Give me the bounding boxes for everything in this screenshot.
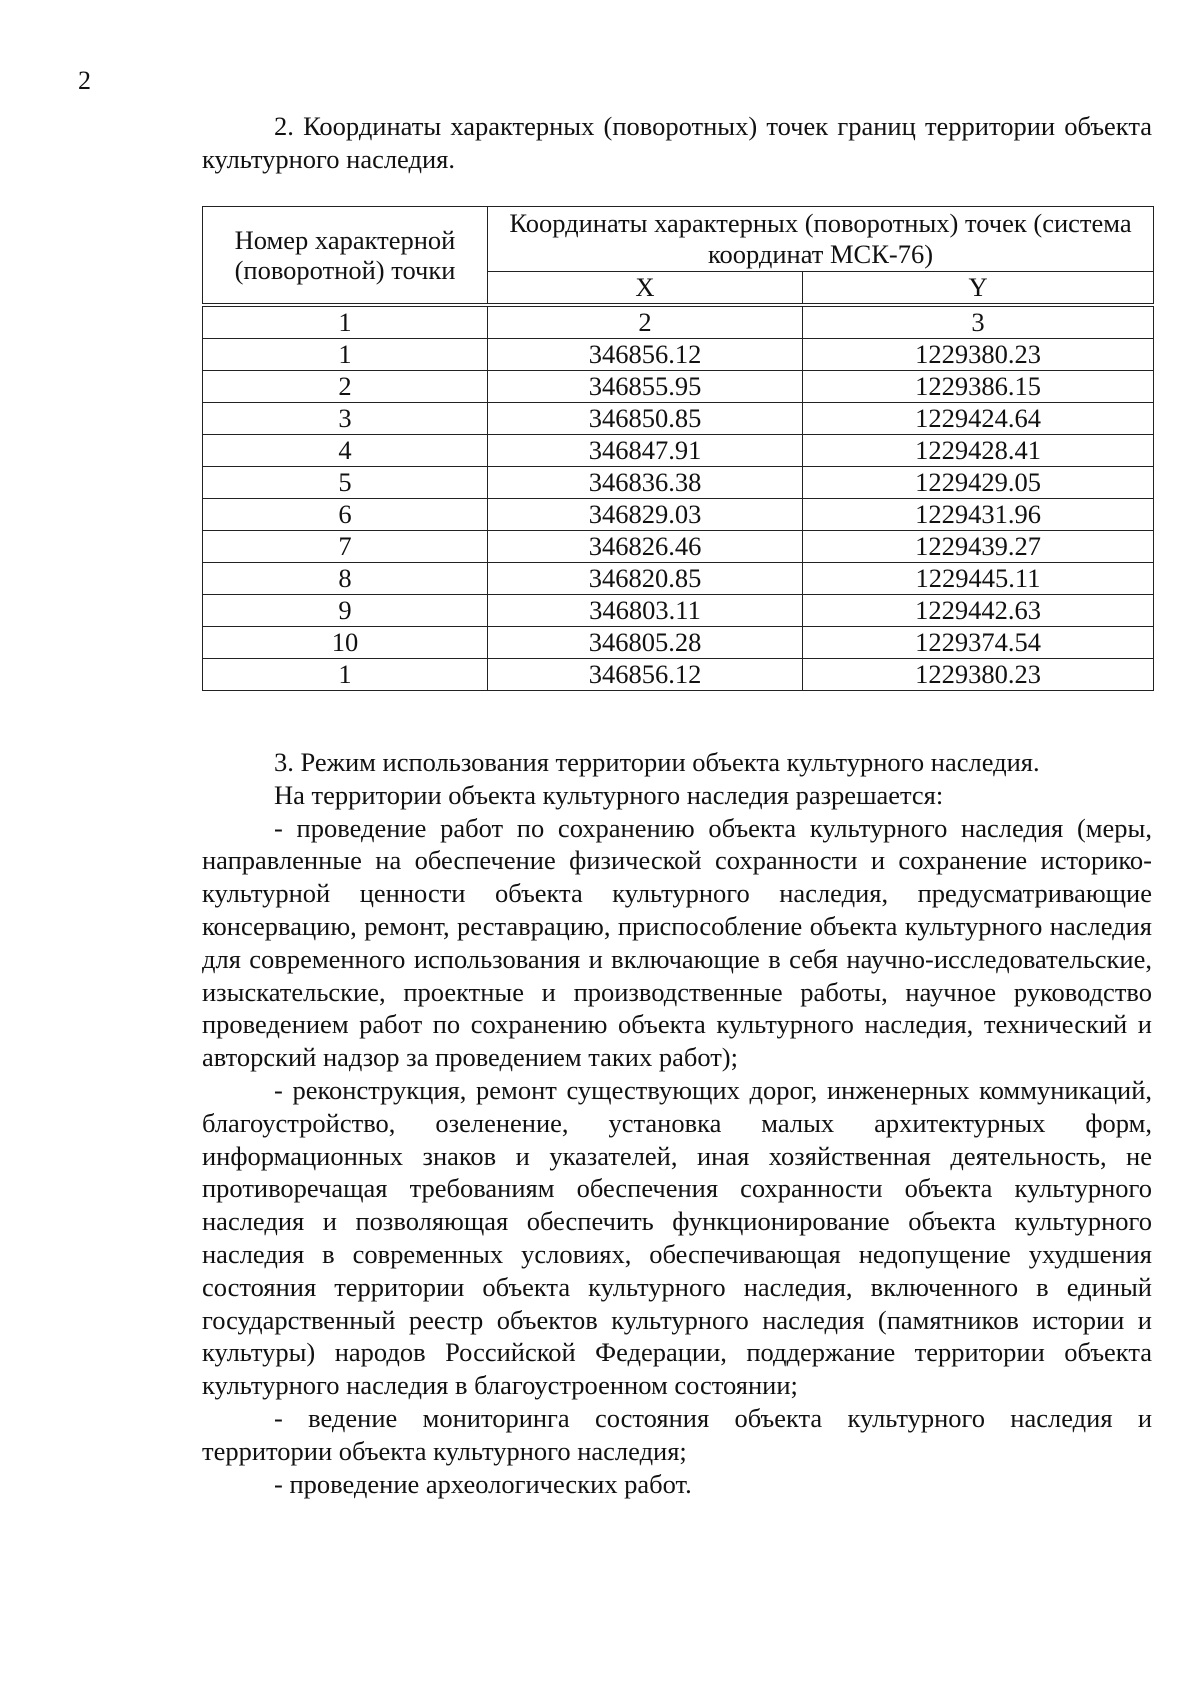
section-3 bbox=[202, 746, 1152, 1500]
x-cell: 346820.85 bbox=[488, 563, 803, 595]
point-number-cell: 8 bbox=[203, 563, 488, 595]
point-number-cell: 1 bbox=[203, 339, 488, 371]
point-number-cell: 5 bbox=[203, 467, 488, 499]
x-cell: 346850.85 bbox=[488, 403, 803, 435]
table-row bbox=[203, 531, 1154, 563]
coordinates-table-container bbox=[202, 206, 1153, 691]
section-2-heading-text: 2. Координаты характерных (поворотных) точек границ территории объекта культурного наследия. bbox=[202, 111, 1152, 174]
point-number-cell: 9 bbox=[203, 595, 488, 627]
point-number-cell: 3 bbox=[203, 403, 488, 435]
table-row bbox=[203, 403, 1154, 435]
y-cell: 1229380.23 bbox=[803, 339, 1154, 371]
y-cell: 1229428.41 bbox=[803, 435, 1154, 467]
table-header-row bbox=[203, 207, 1154, 272]
point-number-cell: 4 bbox=[203, 435, 488, 467]
table-row bbox=[203, 339, 1154, 371]
x-cell: 346855.95 bbox=[488, 371, 803, 403]
x-cell: 346805.28 bbox=[488, 627, 803, 659]
table-row bbox=[203, 435, 1154, 467]
x-cell: 346847.91 bbox=[488, 435, 803, 467]
coordinates-table bbox=[202, 206, 1154, 691]
header-coordinates: Координаты характерных (поворотных) точек (система координат МСК-76) bbox=[488, 207, 1154, 272]
x-cell: 346856.12 bbox=[488, 339, 803, 371]
x-cell: 346856.12 bbox=[488, 659, 803, 691]
page-number: 2 bbox=[78, 66, 91, 95]
column-number-2: 2 bbox=[488, 305, 803, 339]
y-cell: 1229424.64 bbox=[803, 403, 1154, 435]
column-number-row bbox=[203, 305, 1154, 339]
table-row bbox=[203, 627, 1154, 659]
table-row bbox=[203, 467, 1154, 499]
x-cell: 346836.38 bbox=[488, 467, 803, 499]
header-y: Y bbox=[803, 272, 1154, 306]
y-cell: 1229439.27 bbox=[803, 531, 1154, 563]
y-cell: 1229431.96 bbox=[803, 499, 1154, 531]
permitted-item-3: - ведение мониторинга состояния объекта культурного наследия и территории объекта культурного наследия; bbox=[202, 1402, 1152, 1466]
x-cell: 346803.11 bbox=[488, 595, 803, 627]
table-row bbox=[203, 659, 1154, 691]
permitted-item-4: - проведение археологических работ. bbox=[274, 1468, 692, 1499]
x-cell: 346826.46 bbox=[488, 531, 803, 563]
table-body bbox=[203, 305, 1154, 691]
point-number-cell: 6 bbox=[203, 499, 488, 531]
point-number-cell: 1 bbox=[203, 659, 488, 691]
x-cell: 346829.03 bbox=[488, 499, 803, 531]
header-point-number: Номер характерной (поворотной) точки bbox=[203, 207, 488, 306]
point-number-cell: 7 bbox=[203, 531, 488, 563]
table-row bbox=[203, 499, 1154, 531]
point-number-cell: 10 bbox=[203, 627, 488, 659]
y-cell: 1229374.54 bbox=[803, 627, 1154, 659]
table-row bbox=[203, 563, 1154, 595]
point-number-cell: 2 bbox=[203, 371, 488, 403]
y-cell: 1229380.23 bbox=[803, 659, 1154, 691]
column-number-3: 3 bbox=[803, 305, 1154, 339]
y-cell: 1229386.15 bbox=[803, 371, 1154, 403]
column-number-1: 1 bbox=[203, 305, 488, 339]
permitted-item-1: - проведение работ по сохранению объекта культурного наследия (меры, направленные на обеспечение физической сохранности и сохранение историко-культурной ценности объекта культурного наследия, предусматривающие консервацию, ремонт, реставрацию, приспособление объекта культурного наследия для современного использования и включающие в себя научно-исследовательские, изыскательские, проектные и производственные работы, научное руководство проведением работ по сохранению объекта культурного наследия, технический и авторский надзор за проведением таких работ); bbox=[202, 812, 1152, 1073]
permitted-item-2: - реконструкция, ремонт существующих дорог, инженерных коммуникаций, благоустройство, озеленение, установка малых архитектурных форм, информационных знаков и указателей, иная хозяйственная деятельность, не противоречащая требованиям обеспечения сохранности объекта культурного наследия и позволяющая обеспечить функционирование объекта культурного наследия в современных условиях, обеспечивающая недопущение ухудшения состояния территории объекта культурного наследия, включенного в единый государственный реестр объектов культурного наследия (памятников истории и культуры) народов Российской Федерации, поддержание территории объекта культурного наследия в благоустроенном состоянии; bbox=[202, 1074, 1152, 1401]
table-row bbox=[203, 371, 1154, 403]
header-x: X bbox=[488, 272, 803, 306]
table-row bbox=[203, 595, 1154, 627]
y-cell: 1229442.63 bbox=[803, 595, 1154, 627]
y-cell: 1229445.11 bbox=[803, 563, 1154, 595]
section-3-heading: 3. Режим использования территории объекта культурного наследия. bbox=[274, 747, 1040, 777]
y-cell: 1229429.05 bbox=[803, 467, 1154, 499]
section-2-heading bbox=[202, 110, 1152, 176]
section-3-intro: На территории объекта культурного наследия разрешается: bbox=[274, 779, 944, 810]
